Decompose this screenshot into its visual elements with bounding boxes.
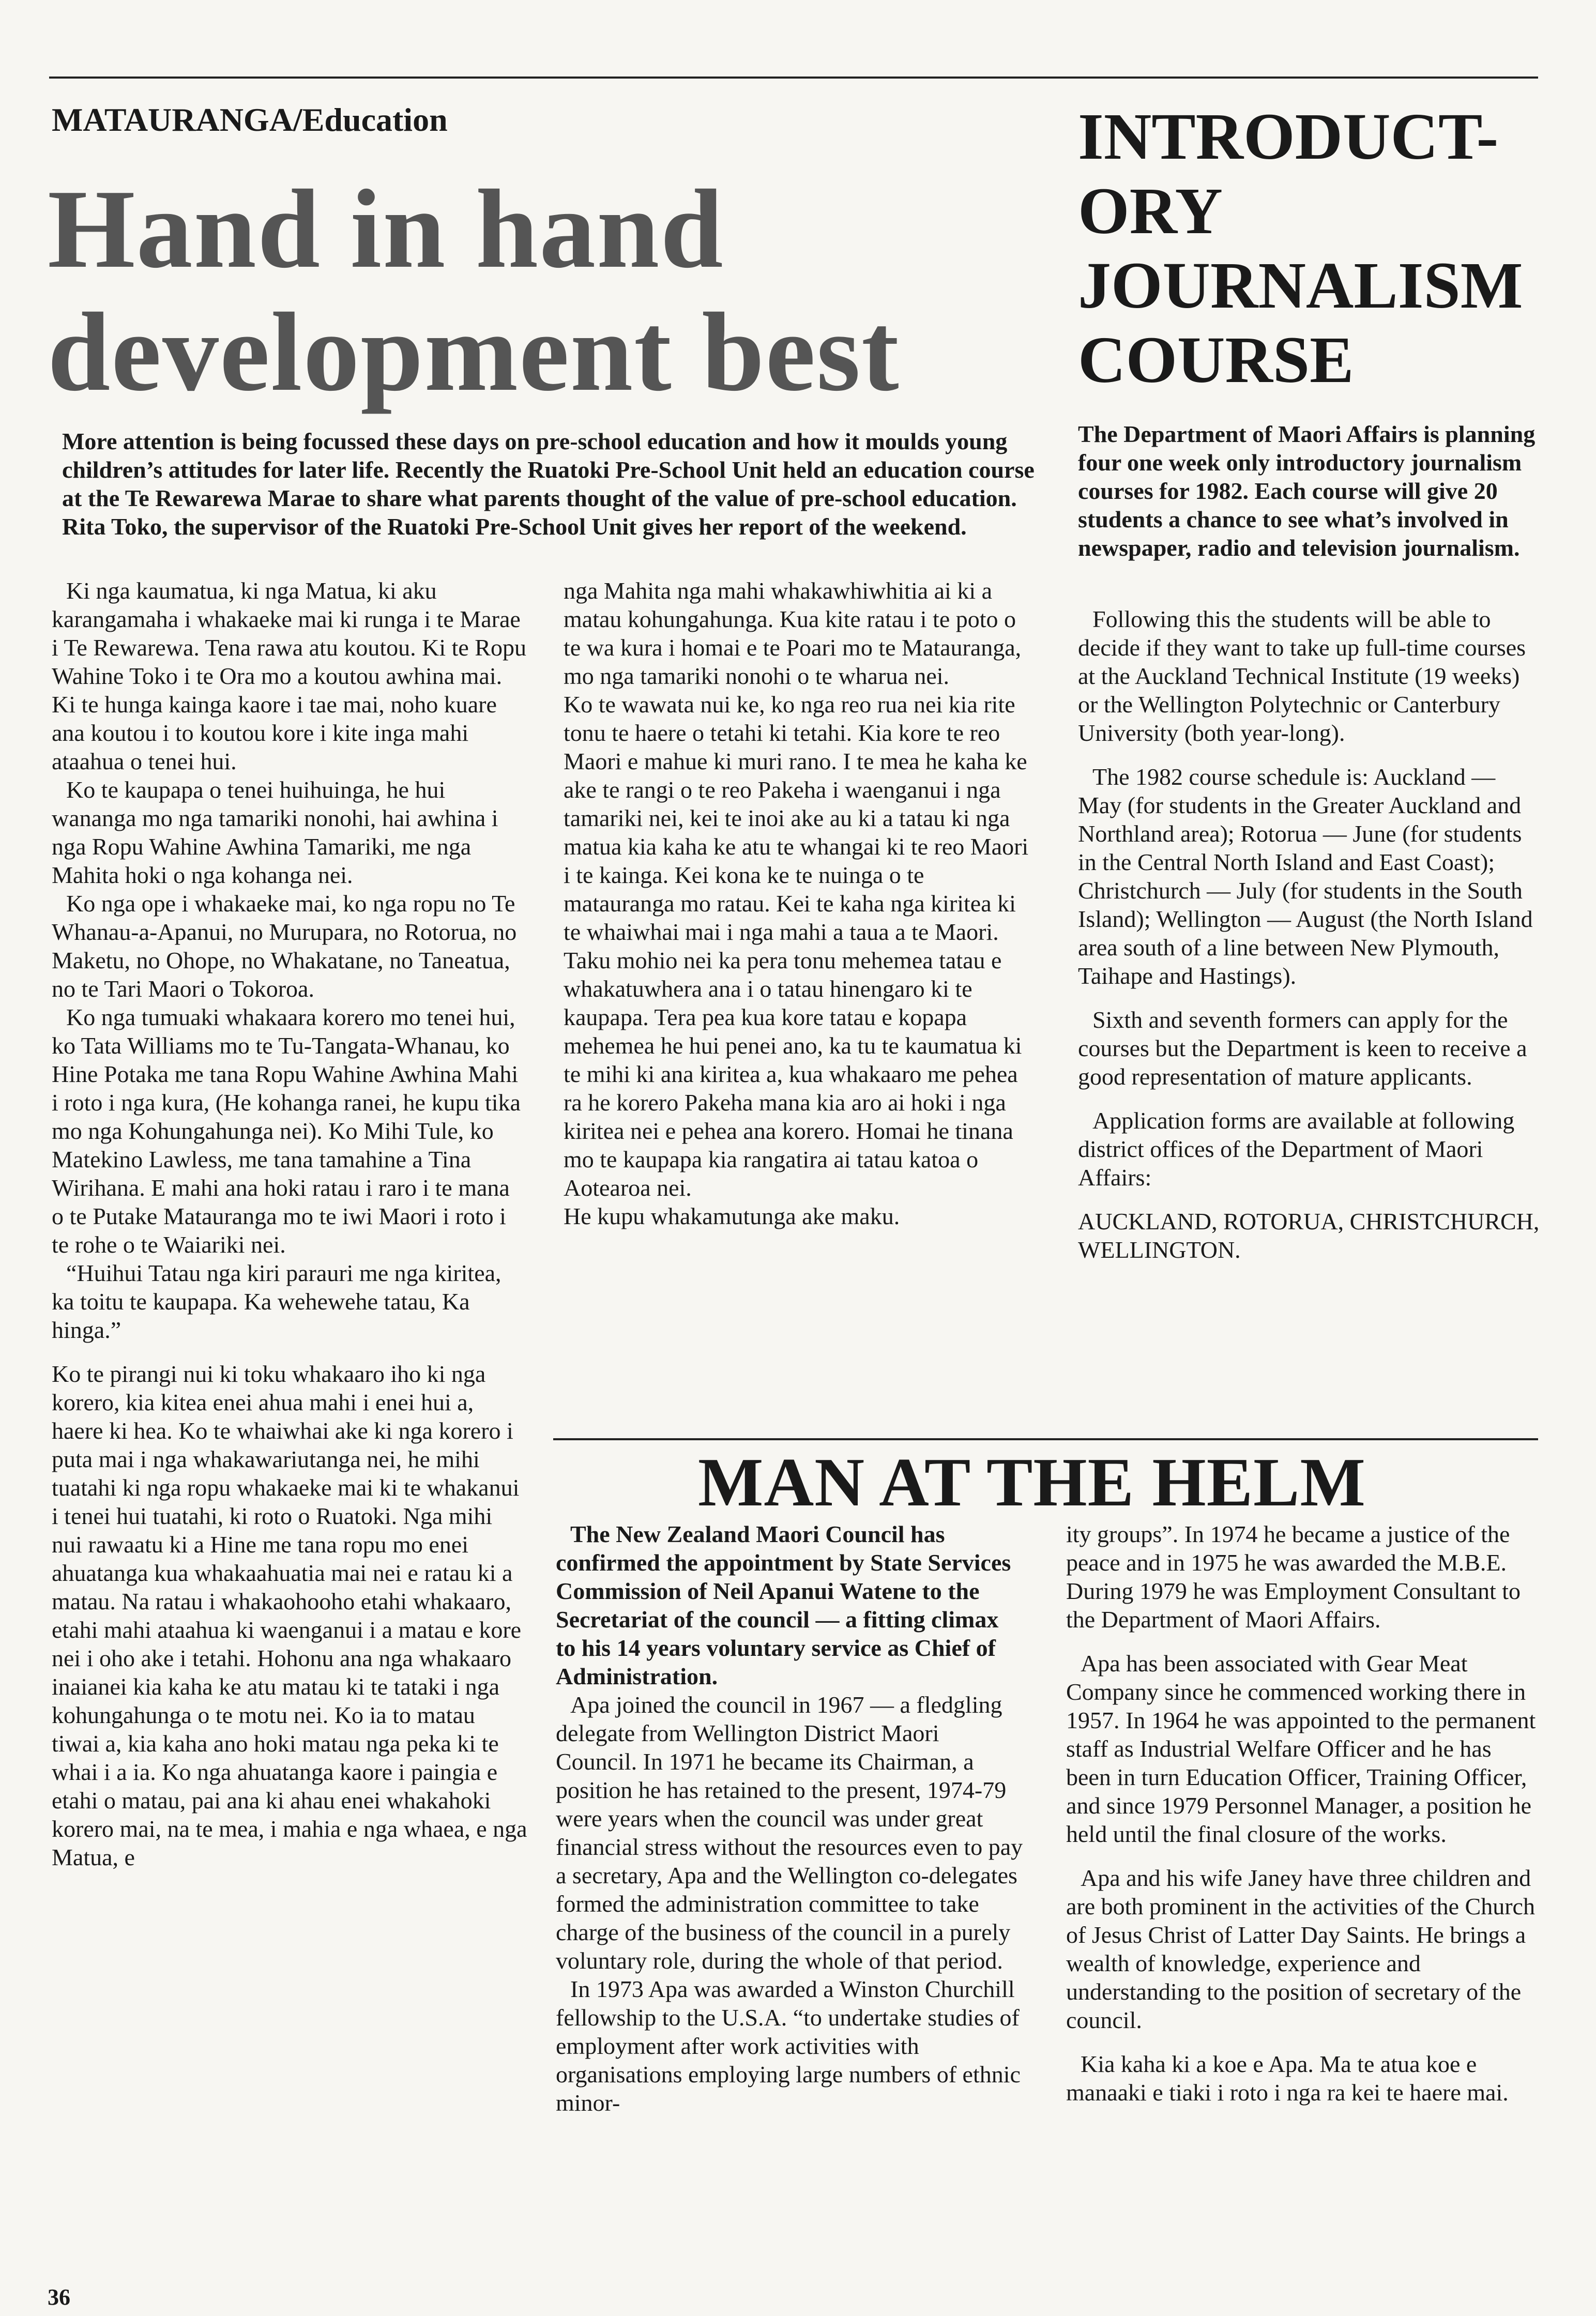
paragraph: Apa and his wife Janey have three children and are both prominent in the activities of the Church of Jesus Christ of Latter Day Saints. He brings a wealth of knowledge, experience and understanding to the position of secretary of the council. [1066, 1865, 1535, 2033]
paragraph: Ko te pirangi nui ki toku whakaaro iho ki nga korero, kia kitea enei ahua mahi i enei hui a, haere ki hea. Ko te whaiwhai ake ki nga korero i puta mai i nga whakawariutanga nei, he mihi tuatahi ki nga ropu whakaeke mai ki te whakanui i tenei hui tuatahi, ki roto o Ruatoki. Nga mihi nui rawaatu ki a Hine me tana ropu mo enei ahuatanga kua whakaahuatia mai nei e ratau ki a matau. Na ratau i whakaohooho etahi whakaaro, etahi mahi ataahua ki waenganui i a matau e kore nei i oho ake i tetahi. Hohonu ana nga whakaaro inaianei kia kaha ke atu matau ki te tataki i nga kohungahunga o te motu nei. Ko ia to matau tiwai a, kia kaha ano hoki matau nga peka ki te whai i a ia. Ko nga ahuatanga kaore i paingia e etahi o matau, pai ana ki ahau enei whakahoki korero mai, na te mea, i mahia e nga whaea, e nga Matua, e [52, 1361, 527, 1870]
paragraph: Ko nga tumuaki whakaara korero mo tenei hui, ko Tata Williams mo te Tu-Tangata-Whanau, ko Hine Potaka me tana Ropu Wahine Awhina Mahi i roto i nga kura, (He kohanga ranei, he kupu tika mo nga Kohungahunga nei). Ko Mihi Tule, ko Matekino Lawless, me tana tamahine a Tina Wirihana. E mahi ana hoki ratau i raro i te mana o te Putake Matauranga mo te iwi Maori i roto i te rohe o te Waiariki nei. [52, 1004, 521, 1258]
headline: Hand in hand development best [48, 167, 900, 415]
page-number: 36 [48, 2284, 70, 2310]
paragraph: Ko nga ope i whakaeke mai, ko nga ropu no Te Whanau-a-Apanui, no Murupara, no Rotorua, no Maketu, no Ohope, no Whakatane, no Taneatua, no te Tari Maori o Tokoroa. [52, 890, 517, 1002]
helm-column-1 [556, 1520, 1024, 2117]
article-lead: More attention is being focussed these days on pre-school education and how it moulds young children’s attitudes for later life. Recently the Ruatoki Pre-School Unit held an education course at the Te Rewarewa Marae to share what parents thought of the value of pre-school education. Rita Toko, the supervisor of the Ruatoki Pre-School Unit gives her report of the weekend. [62, 428, 1035, 540]
paragraph: He kupu whakamutunga ake maku. [564, 1203, 900, 1229]
paragraph: “Huihui Tatau nga kiri parauri me nga kiritea, ka toitu te kaupapa. Ka wehewehe tatau, Ka hinga.” [52, 1260, 501, 1343]
course-lead: The Department of Maori Affairs is planning four one week only introductory journalism courses for 1982. Each course will give 20 students a chance to see what’s involved in newspaper, radio and television journalism. [1078, 421, 1536, 561]
article-column-1 [52, 576, 527, 1871]
paragraph: Application forms are available at following district offices of the Department of Maori Affairs: [1078, 1107, 1515, 1191]
paragraph: Ki nga kaumatua, ki nga Matua, ki aku karangamaha i whakaeke mai ki runga i te Marae i Te Rewarewa. Tena rawa atu koutou. Ki te Ropu Wahine Toko i te Ora mo a koutou awhina mai. Ki te hunga kainga kaore i tae mai, noho kuare ana koutou i to koutou kore i kite inga mahi ataahua o tenei hui. [52, 577, 526, 774]
section-label: MATAURANGA/Education [52, 101, 448, 138]
office-list: AUCKLAND, ROTORUA, CHRISTCHURCH, WELLINGTON. [1078, 1208, 1540, 1263]
helm-column-2 [1066, 1520, 1538, 2122]
paragraph: In 1973 Apa was awarded a Winston Churchill fellowship to the U.S.A. “to undertake studies of employment after work activities with organisations employing large numbers of ethnic minor- [556, 1976, 1021, 2116]
course-body [1078, 605, 1543, 1279]
paragraph: The 1982 course schedule is: Auckland — May (for students in the Greater Auckland and Northland area); Rotorua — June (for students in the Central North Island and East Coast); Christchurch — July (for students in the South Island); Wellington — August (the North Island area south of a line between New Plymouth, Taihape and Hastings). [1078, 764, 1533, 989]
paragraph: nga Mahita nga mahi whakawhiwhitia ai ki a matau kohungahunga. Kua kite ratau i te poto o te wa kura i homai e te Poari mo te Matauranga, mo nga tamariki nonohi o te wharua nei. [564, 577, 1022, 689]
section-rule [553, 1438, 1538, 1440]
paragraph: Kia kaha ki a koe e Apa. Ma te atua koe e manaaki e tiaki i roto i nga ra kei te haere mai. [1066, 2051, 1509, 2106]
paragraph: Ko te wawata nui ke, ko nga reo rua nei kia rite tonu te haere o tetahi ki tetahi. Kia kore te reo Maori e mahue ki muri rano. I te mea he kaha ke ake te rangi o te reo Pakeha i waenganui i nga tamariki nei, kei te inoi ake au ki a tatau ki nga matua kia kaha ke atu te whangai ki te reo Maori i te kainga. Kei kona ke te nuinga o te matauranga mo ratau. Kei te kaha nga kiritea ki te whaiwhai mai i nga mahi a taua a te Maori. Taku mohio nei ka pera tonu mehemea tatau e whakatuwhera ana i o tatau hinengaro ki te kaupapa. Tera pea kua kore tatau e kopapa mehemea he hui penei ano, ka tu te kaumatua ki te mihi ki ana kiritea a, kua whakaaro me pehea ra he korero Pakeha mana kia aro ai hoki i nga kiritea nei e pehea ana korero. Homai he tinana mo te kaupapa kia rangatira ai tatau katoa o Aotearoa nei. [564, 691, 1029, 1201]
paragraph: ity groups”. In 1974 he became a justice of the peace and in 1975 he was awarded the M.B.E. During 1979 he was Employment Consultant to the Department of Maori Affairs. [1066, 1521, 1521, 1633]
paragraph: Apa has been associated with Gear Meat Company since he commenced working there in 1957. In 1964 he was appointed to the permanent staff as Industrial Welfare Officer and he has been in turn Education Officer, Training Officer, and since 1979 Personnel Manager, a position he held until the final closure of the works. [1066, 1650, 1536, 1847]
helm-headline: MAN AT THE HELM [698, 1444, 1366, 1520]
paragraph: Ko te kaupapa o tenei huihuinga, he hui wananga mo nga tamariki nonohi, hai awhina i nga Ropu Wahine Awhina Tamariki, me nga Mahita hoki o nga kohanga nei. [52, 776, 498, 888]
course-headline: INTRODUCT-ORY JOURNALISM COURSE [1078, 100, 1523, 397]
article-column-2 [564, 576, 1029, 1230]
top-rule [49, 77, 1538, 79]
paragraph: Apa joined the council in 1967 — a fledgling delegate from Wellington District Maori Council. In 1971 he became its Chairman, a position he has retained to the present, 1974-79 were years when the council was under great financial stress without the resources even to pay a secretary, Apa and the Wellington co-delegates formed the administration committee to take charge of the business of the council in a purely voluntary role, during the whole of that period. [556, 1692, 1023, 1974]
paragraph: Sixth and seventh formers can apply for the courses but the Department is keen to receive a good representation of mature applicants. [1078, 1007, 1527, 1090]
paragraph: Following this the students will be able to decide if they want to take up full-time courses at the Auckland Technical Institute (19 weeks) or the Wellington Polytechnic or Canterbury University (both year-long). [1078, 606, 1526, 746]
helm-lead: The New Zealand Maori Council has confirmed the appointment by State Services Commission of Neil Apanui Watene to the Secretariat of the council — a fitting climax to his 14 years voluntary service as Chief of Administration. [556, 1521, 1011, 1689]
